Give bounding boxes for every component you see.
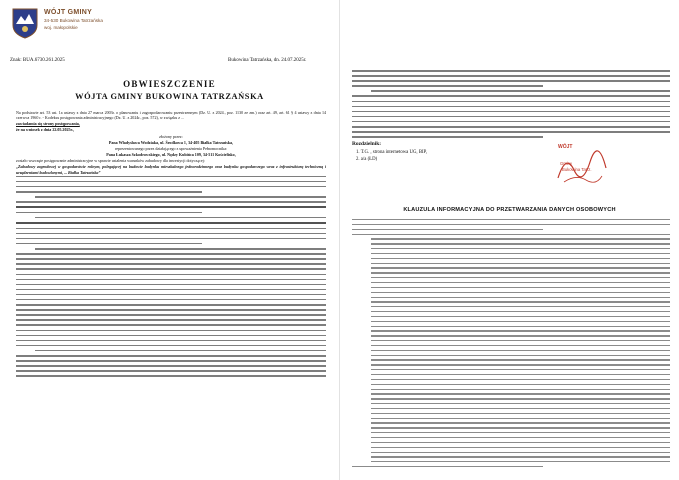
stamp-line-1: WÓJT [558, 144, 573, 150]
intro-paragraph: Na podstawie art. 53 ust. 1a ustawy z dnia 27 marca 2003r. o planowaniu i zagospodarowaniu przestrzennym (Dz. U. z 2024., poz. 1130 ze zm.) oraz art. 49, art. 61 § 4 ustawy z dnia 14 czerwca 1960 r. - Kodeksu postępowania administracyjnego (Dz. U. z 2024r., poz. 572), w związku z ... [16, 110, 326, 121]
applicant-2: Pana Łukasza Szkodrowskiego, ul. Nędzy Kubińca 109, 34-511 Kościelisko, [106, 152, 236, 158]
document-body [16, 110, 326, 380]
right-page [340, 0, 679, 480]
notice-date: że na wniosek z dnia 22.05.2025r., [16, 127, 74, 133]
reference-number: Znak: BUA.6730.261.2025 [10, 58, 65, 63]
left-page [0, 0, 339, 480]
notice-label: zawiadamia się strony postępowania, [16, 121, 80, 127]
applicant-1: Pana Władysława Wodziaka, ul. Środkowa 1, 34-405 Białka Tatrzańska, [108, 139, 234, 145]
investment-description: „Zabudowy zagrodowej w gospodarstwie rolnym, polegającej na budowie budynku mieszkalnego jednorodzinnego oraz budynku gospodarczego wraz z infrastrukturą techniczną i urządzeniami budowlanymi, ... Białka Tatrzańska” [16, 164, 326, 175]
letterhead-locality: woj. małopolskie [44, 25, 78, 30]
document-title: OBWIESZCZENIE [123, 79, 216, 89]
letterhead-name: WÓJT GMINY [44, 9, 93, 16]
distribution-item-1: 1. T.G. , strona internetowa UG, BIP, [356, 150, 427, 155]
official-stamp [552, 144, 612, 190]
representative-note: reprezentowanego przez działającego z upoważnienia Pełnomocnika: [114, 145, 228, 151]
distribution-item-2: 2. a/a (ŁD) [356, 157, 378, 162]
investment-intro: zostało wszczęte postępowanie administracyjne w sprawie ustalenia warunków zabudowy dla inwestycji dotyczącej: [16, 158, 205, 164]
privacy-clause-body [352, 219, 670, 471]
gmina-seal-icon [10, 7, 40, 39]
privacy-clause-title: KLAUZULA INFORMACYJNA DO PRZETWARZANIA DANYCH OSOBOWYCH [403, 207, 616, 213]
right-page-text-block [352, 70, 670, 141]
letterhead-address: 34-530 Bukowina Tatrzańska [44, 18, 103, 23]
place-date: Bukowina Tatrzańska, dn. 24.07.2025r. [228, 58, 307, 63]
body-text-block [16, 176, 326, 377]
letterhead [10, 7, 130, 39]
stamp-line-3: Bukowina Tatrz. [562, 167, 592, 172]
distribution-list-title: Rozdzielnik: [352, 141, 382, 147]
stamp-line-2: Gminy [560, 161, 573, 166]
document-subtitle: WÓJTA GMINY BUKOWINA TATRZAŃSKA [75, 92, 264, 101]
applicants-label: złożony przez: [159, 133, 183, 139]
